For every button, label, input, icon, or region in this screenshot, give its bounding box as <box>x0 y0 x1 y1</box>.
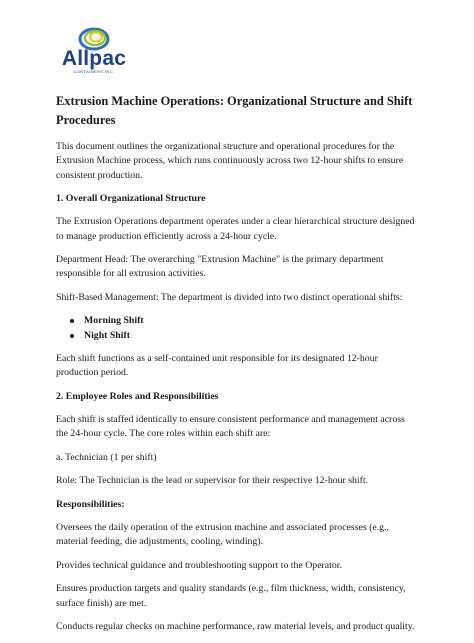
logo-wordmark: Allpac <box>61 47 127 70</box>
document-body <box>56 92 416 643</box>
role-technician: a. Technician (1 per shift) <box>56 451 157 463</box>
company-logo <box>58 26 130 78</box>
responsibilities-heading: Responsibilities: <box>56 498 125 510</box>
shift-list-item <box>84 314 416 328</box>
section-2-heading: 2. Employee Roles and Responsibilities <box>56 390 219 402</box>
section-1-paragraph-2: Department Head: The overarching "Extrusion Machine" is the primary department responsible for all extrusion activities. <box>56 254 384 280</box>
shift-list <box>56 314 416 343</box>
responsibility-item: Oversees the daily operation of the extrusion machine and associated processes (e.g., material feeding, die adjustments, cooling, winding). <box>56 521 389 548</box>
bullet-icon <box>70 334 74 338</box>
shift-name: Night Shift <box>84 329 130 341</box>
responsibility-item: Ensures production targets and quality standards (e.g., film thickness, width, consistency, surface finish) are met. <box>56 583 406 609</box>
shift-list-item <box>84 329 416 343</box>
section-1-paragraph-3: Shift-Based Management: The department is divided into two distinct operational shifts: <box>56 291 403 303</box>
document-title: Extrusion Machine Operations: Organizational Structure and Shift Procedures <box>56 94 413 127</box>
logo-subtitle: CONTAINERS INC. <box>73 69 115 74</box>
section-1-paragraph-1: The Extrusion Operations department operates under a clear hierarchical structure designed to manage production efficiently across a 24-hour cycle. <box>56 216 415 242</box>
responsibility-item: Provides technical guidance and troubleshooting support to the Operator. <box>56 559 342 571</box>
section-2-paragraph-1: Each shift is staffed identically to ensure consistent performance and management across the 24-hour cycle. The core roles within each shift are: <box>56 413 405 440</box>
section-1-heading: 1. Overall Organizational Structure <box>56 193 206 205</box>
shift-name: Morning Shift <box>84 315 144 327</box>
intro-paragraph: This document outlines the organizational structure and operational procedures for the Extrusion Machine process, which runs continuously across two 12-hour shifts to ensure consistent production. <box>56 141 404 181</box>
role-description: Role: The Technician is the lead or supervisor for their respective 12-hour shift. <box>56 475 369 487</box>
bullet-icon <box>70 319 74 323</box>
responsibility-item: Conducts regular checks on machine performance, raw material levels, and product quality. <box>56 620 415 632</box>
section-1-paragraph-4: Each shift functions as a self-contained unit responsible for its designated 12-hour production period. <box>56 353 378 379</box>
